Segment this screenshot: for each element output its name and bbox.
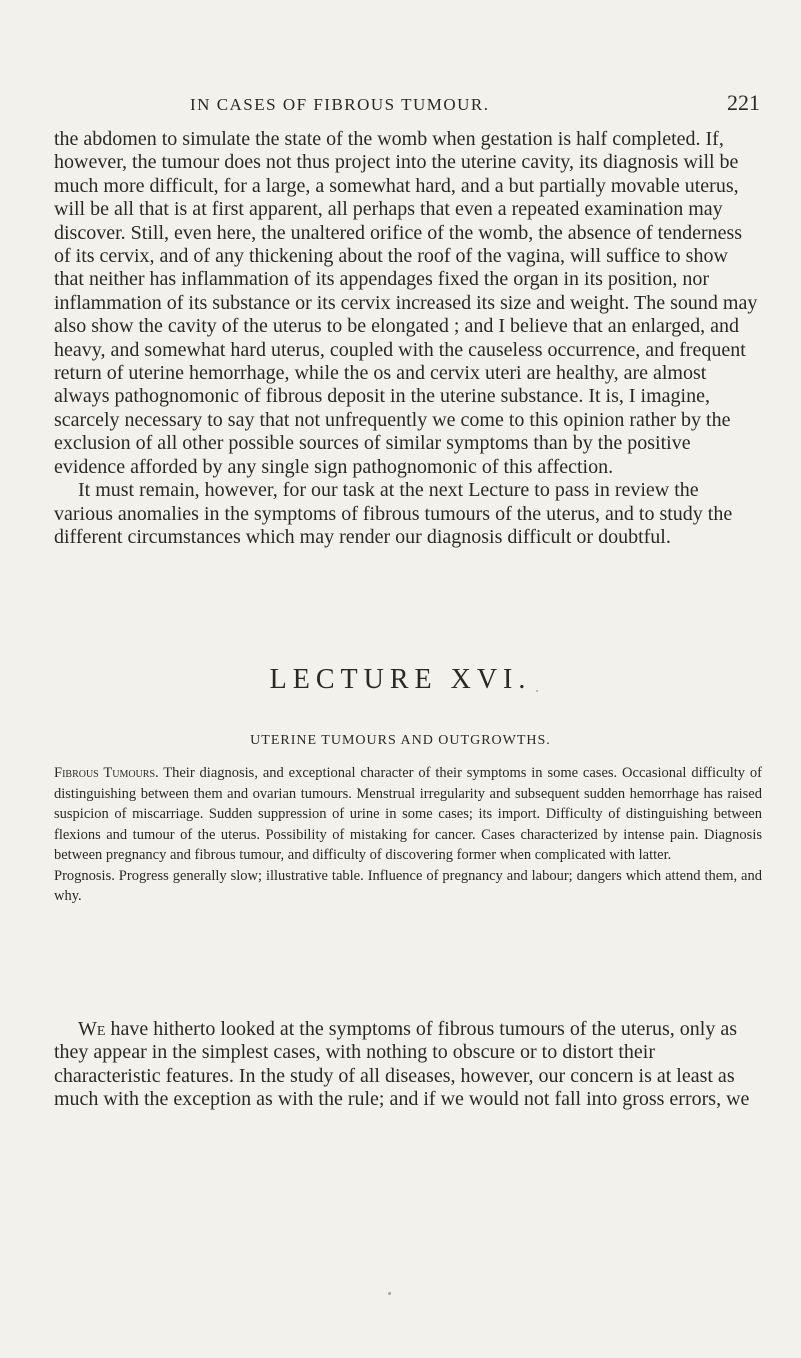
summary-text: Progress generally slow; illustrative table. Influence of pregnancy and labour; dangers which attend them, and why. <box>54 867 762 904</box>
summary-paragraph <box>54 763 762 866</box>
running-head <box>190 90 760 116</box>
running-head-title: IN CASES OF FIBROUS TUMOUR. <box>190 95 490 114</box>
body-text <box>54 128 762 549</box>
opening-paragraph <box>54 1018 762 1112</box>
lecture-subheading: UTERINE TUMOURS AND OUTGROWTHS. <box>250 733 551 748</box>
paper-speck <box>388 1292 391 1295</box>
lecture-opening-text <box>54 1018 762 1112</box>
summary-paragraph <box>54 866 762 907</box>
opening-rest: have hitherto looked at the symptoms of fibrous tumours of the uterus, only as they appear in the simplest cases, with nothing to obscure or to distort their characteristic features. In the study of all diseases, however, our concern is at least as much with the exception as with the rule; and if we would not fall into gross errors, we <box>54 1018 750 1111</box>
paper-speck <box>536 690 538 692</box>
page-number: 221 <box>727 90 760 115</box>
opening-word: We <box>78 1018 106 1040</box>
lecture-summary <box>54 763 762 907</box>
lecture-heading: LECTURE XVI. <box>269 664 532 695</box>
body-paragraph: the abdomen to simulate the state of the womb when gestation is half completed. If, however, the tumour does not thus project into the uterine cavity, its diagnosis will be much more difficult, for a large, a somewhat hard, and a but partially movable uterus, will be all that is at first apparent, all perhaps that even a repeated examination may discover. Still, even here, the unaltered orifice of the womb, the absence of tenderness of its cervix, and of any thickening about the roof of the vagina, will suffice to show that neither has inflammation of its appendages fixed the organ in its position, nor inflammation of its substance or its cervix increased its size and weight. The sound may also show the cavity of the uterus to be elongated ; and I believe that an enlarged, and heavy, and somewhat hard uterus, coupled with the causeless occurrence, and frequent return of uterine hemorrhage, while the os and cervix uteri are healthy, are almost always pathognomonic of fibrous deposit in the uterine substance. It is, I imagine, scarcely necessary to say that not unfrequently we come to this opinion rather by the exclusion of all other possible sources of similar symptoms than by the positive evidence afforded by any single sign pathognomonic of this affection. <box>54 128 758 478</box>
summary-lead: Fibrous Tumours. <box>54 765 159 781</box>
summary-text: Their diagnosis, and exceptional character of their symptoms in some cases. Occasional difficulty of distinguishing between them and ovarian tumours. Menstrual irregularity and subsequent sudden hemorrhage has raised suspicion of miscarriage. Sudden suppression of urine in some cases; its import. Difficulty of distinguishing between flexions and tumour of the uterus. Possibility of mistaking for cancer. Cases characterized by intense pain. Diagnosis between pregnancy and fibrous tumour, and difficulty of discovering former when complicated with latter. <box>54 765 762 863</box>
summary-lead: Prognosis. <box>54 867 115 884</box>
body-paragraph: It must remain, however, for our task at the next Lecture to pass in review the various anomalies in the symptoms of fibrous tumours of the uterus, and to study the different circumstances which may render our diagnosis difficult or doubtful. <box>54 479 733 548</box>
